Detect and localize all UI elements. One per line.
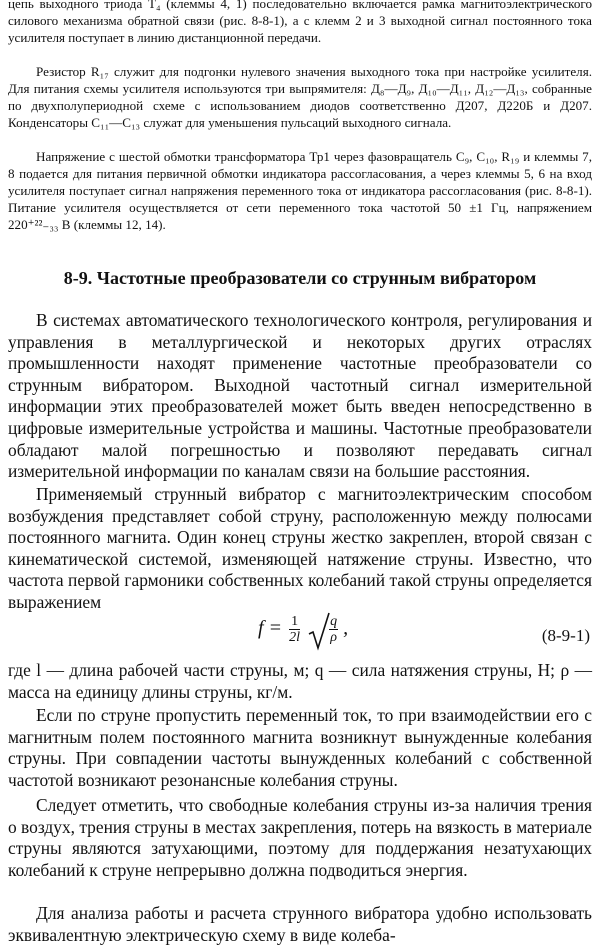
formula-tail: , — [343, 617, 349, 640]
paragraph-forced-oscillations: Если по струне пропустить переменный ток, то при взаимодействии его с магнитным полем постоянного магнита возникнут вынужденные колебания струны. При совпадении частоты вынужденных колебаний с собственной частотой возникают резонансные колебания струны. — [8, 705, 592, 790]
radicand-numerator: q — [330, 614, 338, 629]
formula-expression — [258, 612, 348, 647]
formula-8-9-1 — [0, 612, 600, 662]
paragraph-equivalent-circuit: Для анализа работы и расчета струнного вибратора удобно использовать эквивалентную электрическую схему в виде колеба- — [8, 903, 592, 945]
radical-sign-icon — [307, 612, 331, 652]
paragraph-intro: В системах автоматического технологического контроля, регулирования и управления в металлургической и некоторых других отраслях промышленности находят применение частотные преобразователи со струнным вибратором. Выходной частотный сигнал измерительной информации этих преобразователей может быть введен непосредственно в цифровые измерительные устройства и машины. Частотные преобразователи обладают малой погрешностью и позволяют передавать сигнал измерительной информации по каналам связи на большие расстояния. — [8, 310, 592, 482]
section-heading: 8-9. Частотные преобразователи со струнным вибратором — [63, 268, 537, 288]
paragraph-definitions: где l — длина рабочей части струны, м; q — сила натяжения струны, Н; ρ — масса на единицу длины струны, кг/м. — [8, 660, 592, 702]
prev-paragraph-2: Резистор R₁₇ служит для подгонки нулевого значения выходного тока при настройке усилителя. Для питания схемы усилителя используются три выпрямителя: Д₈—Д₉, Д₁₀—Д₁₁, Д₁₂—Д₁₃, собранные по двухполупериодной схеме с использованием диодов соответственно Д207, Д220Б и Д207. Конденсаторы С₁₁—С₁₃ служат для уменьшения пульсаций выходного сигнала. — [8, 64, 592, 130]
prev-paragraph-1: цепь выходного триода Т₄ (клеммы 4, 1) последовательно включается рамка магнитоэлектрического силового механизма обратной связи (рис. 8-8-1), а с клемм 2 и 3 выходной сигнал постоянного тока усилителя поступает в линию дистанционной передачи. — [8, 0, 592, 45]
formula-lhs: f = — [258, 617, 283, 640]
paragraph-damping: Следует отметить, что свободные колебания струны из-за наличия трения о воздух, трения струны в местах закрепления, потерь на вязкость в материале струны являются затухающими, поэтому для поддержания незатухающих колебаний к струне непрерывно должна подводиться энергия. — [8, 795, 592, 880]
equation-number: (8-9-1) — [541, 626, 590, 645]
formula-fraction — [289, 614, 300, 645]
paragraph-string-vibrator: Применяемый струнный вибратор с магнитоэлектрическим способом возбуждения представляет собой струну, расположенную между полюсами постоянного магнита. Один конец струны жестко закреплен, второй связан с кинематической системой, изменяющей натяжение струны. Известно, что частота первой гармоники собственных колебаний такой струны определяется выражением — [8, 484, 592, 612]
formula-sqrt — [307, 612, 338, 647]
radicand-denominator: ρ — [330, 630, 337, 645]
prev-paragraph-3: Напряжение с шестой обмотки трансформатора Тр1 через фазовращатель С₉, С₁₀, R₁₉ и клеммы 7, 8 подается для питания первичной обмотки индикатора рассогласования, а через клеммы 5, 6 на вход усилителя поступает сигнал напряжения переменного тока от индикатора рассогласования (рис. 8-8-1). Питание усилителя осуществляется от сети переменного тока частотой 50 ±1 Гц, напряжением 220⁺²²₋₃₃ В (клеммы 12, 14). — [8, 149, 592, 232]
fraction-numerator: 1 — [291, 614, 299, 629]
fraction-denominator: 2l — [289, 630, 300, 645]
